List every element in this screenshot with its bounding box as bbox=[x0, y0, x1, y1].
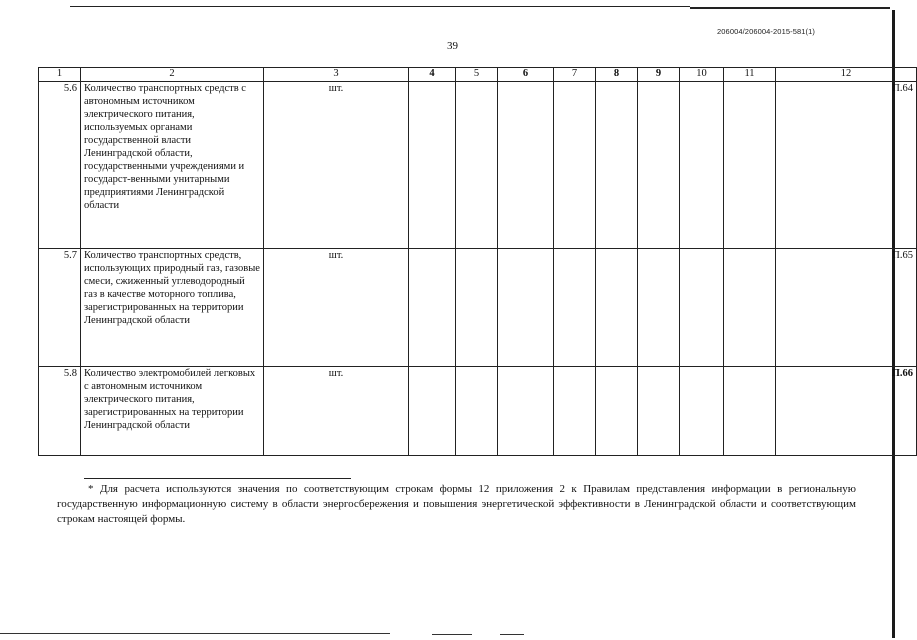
empty-cell bbox=[498, 367, 554, 456]
column-header: 11 bbox=[724, 68, 776, 82]
row-number: 5.6 bbox=[39, 82, 81, 249]
table-header-row bbox=[39, 68, 917, 82]
empty-cell bbox=[409, 82, 456, 249]
row-number: 5.7 bbox=[39, 249, 81, 367]
document-code: 206004/206004-2015-581(1) bbox=[717, 27, 815, 36]
empty-cell bbox=[456, 367, 498, 456]
scan-edge-bottom-mark bbox=[500, 634, 524, 635]
empty-cell bbox=[409, 367, 456, 456]
scan-edge-bottom-mark bbox=[432, 634, 472, 635]
empty-cell bbox=[456, 249, 498, 367]
row-indicator-name: Количество транспортных средств, использующих природный газ, газовые смеси, сжиженный углеводородный газ в качестве моторного топлива, зарегистрированных на территории Ленинградской области bbox=[81, 249, 264, 367]
row-indicator-name: Количество транспортных средств с автономным источником электрического питания, используемых органами государственной власти Ленинградской области, государственными учреждениями и государст-венными унитарными предприятиями Ленинградской области bbox=[81, 82, 264, 249]
column-header: 2 bbox=[81, 68, 264, 82]
empty-cell bbox=[456, 82, 498, 249]
empty-cell bbox=[554, 367, 596, 456]
empty-cell bbox=[638, 367, 680, 456]
column-header: 1 bbox=[39, 68, 81, 82]
empty-cell bbox=[554, 249, 596, 367]
scan-edge-bottom bbox=[0, 633, 390, 634]
empty-cell bbox=[680, 249, 724, 367]
column-header: 8 bbox=[596, 68, 638, 82]
empty-cell bbox=[680, 367, 724, 456]
table-row bbox=[39, 367, 917, 456]
row-reference: П.66 bbox=[776, 367, 917, 456]
empty-cell bbox=[724, 82, 776, 249]
column-header: 10 bbox=[680, 68, 724, 82]
row-unit: шт. bbox=[264, 82, 409, 249]
table-row bbox=[39, 249, 917, 367]
empty-cell bbox=[498, 249, 554, 367]
column-header: 7 bbox=[554, 68, 596, 82]
footnote-text: * Для расчета используются значения по соответствующим строкам формы 12 приложения 2 к Правилам представления информации в региональную государственную информационную систему в области энергосбережения и повышения энергетической эффективности в Ленинградской области и соответствующим строкам настоящей формы. bbox=[57, 483, 856, 525]
footnote-separator bbox=[84, 478, 351, 479]
column-header: 6 bbox=[498, 68, 554, 82]
empty-cell bbox=[638, 249, 680, 367]
empty-cell bbox=[498, 82, 554, 249]
empty-cell bbox=[638, 82, 680, 249]
column-header: 5 bbox=[456, 68, 498, 82]
page-number: 39 bbox=[447, 40, 458, 52]
empty-cell bbox=[596, 367, 638, 456]
row-reference: П.65 bbox=[776, 249, 917, 367]
row-reference: П.64 bbox=[776, 82, 917, 249]
row-unit: шт. bbox=[264, 249, 409, 367]
empty-cell bbox=[724, 249, 776, 367]
column-header: 3 bbox=[264, 68, 409, 82]
data-table bbox=[38, 67, 917, 456]
empty-cell bbox=[554, 82, 596, 249]
empty-cell bbox=[724, 367, 776, 456]
scan-edge-top bbox=[70, 6, 690, 7]
empty-cell bbox=[596, 249, 638, 367]
empty-cell bbox=[596, 82, 638, 249]
row-number: 5.8 bbox=[39, 367, 81, 456]
row-indicator-name: Количество электромобилей легковых с автономным источником электрического питания, зарегистрированных на территории Ленинградской области bbox=[81, 367, 264, 456]
column-header: 9 bbox=[638, 68, 680, 82]
row-unit: шт. bbox=[264, 367, 409, 456]
empty-cell bbox=[409, 249, 456, 367]
column-header: 4 bbox=[409, 68, 456, 82]
scan-edge-top-right bbox=[690, 7, 890, 9]
empty-cell bbox=[680, 82, 724, 249]
column-header: 12 bbox=[776, 68, 917, 82]
table-row bbox=[39, 82, 917, 249]
